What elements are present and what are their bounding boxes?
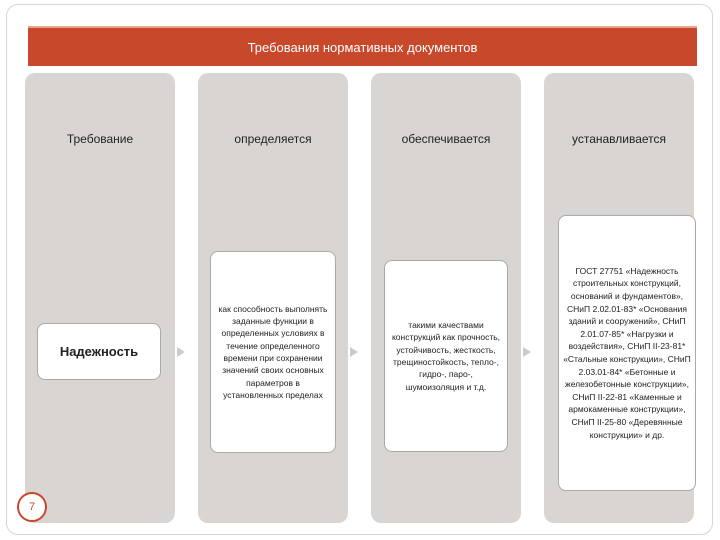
box-definition xyxy=(210,251,336,453)
column-title-ensured: обеспечивается xyxy=(401,132,491,146)
box-standards-text: ГОСТ 27751 «Надежность строительных конструкций, оснований и фундаментов», СНиП 2.02.01-83* «Основания зданий и сооружений», СНиП 2.01.07-85* «Нагрузки и воздействия», СНиП II-23-81* «Стальные конструкции», СНиП 2.03.01-84* «Бетонные и железобетонные конструкции», СНиП II-22-81 «Каменные и армокаменные конструкции», СНиП II-25-80 «Деревянные конструкции» и др. xyxy=(563,265,691,440)
arrow-2-icon xyxy=(350,347,358,357)
arrow-1-icon xyxy=(177,347,185,357)
header-bar xyxy=(28,26,697,66)
page-number-text: 7 xyxy=(28,501,36,513)
column-title-defined: определяется xyxy=(234,132,312,146)
box-reliability-text: Надежность xyxy=(59,344,139,359)
box-definition-text: как способность выполнять заданные функции в определенных условиях в течение определенного времени при сохранении значений своих основных параметров в установленных пределах xyxy=(218,303,328,400)
page-number xyxy=(17,492,47,522)
column-title-requirement: Требование xyxy=(66,132,134,146)
box-standards xyxy=(558,215,696,491)
box-qualities xyxy=(384,260,508,452)
column-title-established: устанавливается xyxy=(571,132,667,146)
box-qualities-text: такими качествами конструкций как прочность, устойчивость, жесткость, трещиностойкость, тепло-, гидро-, паро-, шумоизоляция и т.д. xyxy=(391,320,501,392)
box-reliability xyxy=(37,323,161,380)
arrow-3-icon xyxy=(523,347,531,357)
header-title: Требования нормативных документов xyxy=(247,39,478,55)
